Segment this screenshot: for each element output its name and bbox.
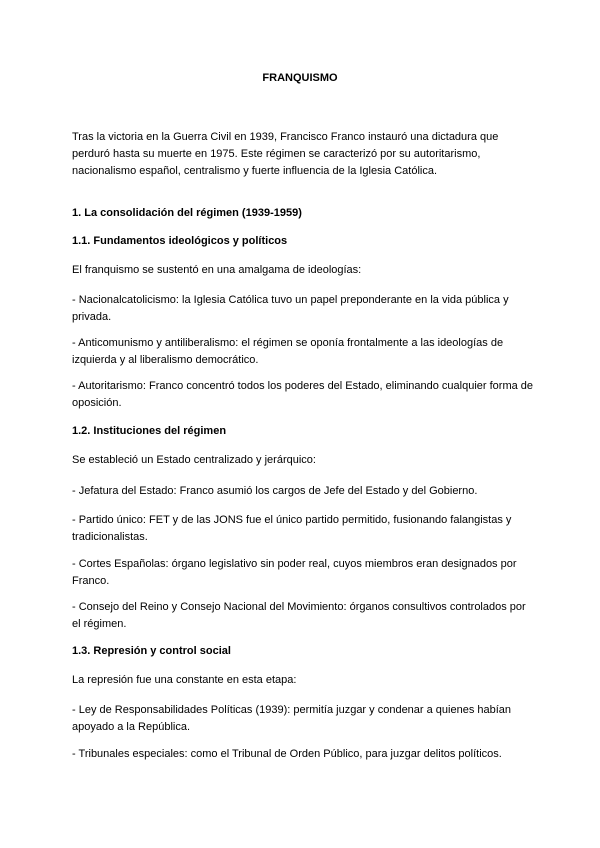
list-item: - Partido único: FET y de las JONS fue el único partido permitido, fusionando falangistas y tradicionalistas. (72, 514, 512, 543)
list-item: - Cortes Españolas: órgano legislativo sin poder real, cuyos miembros eran designados por Franco. (72, 558, 517, 587)
lead-paragraph: El franquismo se sustentó en una amalgama de ideologías: (72, 264, 362, 276)
list-item: - Anticomunismo y antiliberalismo: el régimen se oponía frontalmente a las ideologías de izquierda y al liberalismo democrático. (72, 337, 504, 366)
list-item: - Nacionalcatolicismo: la Iglesia Católica tuvo un papel preponderante en la vida pública y privada. (72, 294, 509, 323)
intro-paragraph: Tras la victoria en la Guerra Civil en 1939, Francisco Franco instauró una dictadura que perduró hasta su muerte en 1975. Este régimen se caracterizó por su autoritarismo, nacionalismo español, centralismo y fuerte influencia de la Iglesia Católica. (72, 131, 499, 177)
section-heading: 1. La consolidación del régimen (1939-1959) (72, 207, 302, 219)
lead-paragraph: La represión fue una constante en esta etapa: (72, 674, 297, 686)
list-item: - Ley de Responsabilidades Políticas (1939): permitía juzgar y condenar a quienes habían apoyado a la República. (72, 704, 512, 733)
subsection-heading: 1.1. Fundamentos ideológicos y políticos (72, 235, 288, 247)
list-item: - Autoritarismo: Franco concentró todos los poderes del Estado, eliminando cualquier forma de oposición. (72, 380, 534, 409)
lead-paragraph: Se estableció un Estado centralizado y jerárquico: (72, 454, 316, 466)
subsection-heading: 1.2. Instituciones del régimen (72, 425, 227, 437)
document-title: FRANQUISMO (262, 72, 338, 84)
list-item: - Tribunales especiales: como el Tribunal de Orden Público, para juzgar delitos políticos. (72, 748, 502, 760)
list-item: - Jefatura del Estado: Franco asumió los cargos de Jefe del Estado y del Gobierno. (72, 485, 478, 497)
list-item: - Consejo del Reino y Consejo Nacional del Movimiento: órganos consultivos controlados por el régimen. (72, 601, 526, 630)
subsection-heading: 1.3. Represión y control social (72, 645, 231, 657)
